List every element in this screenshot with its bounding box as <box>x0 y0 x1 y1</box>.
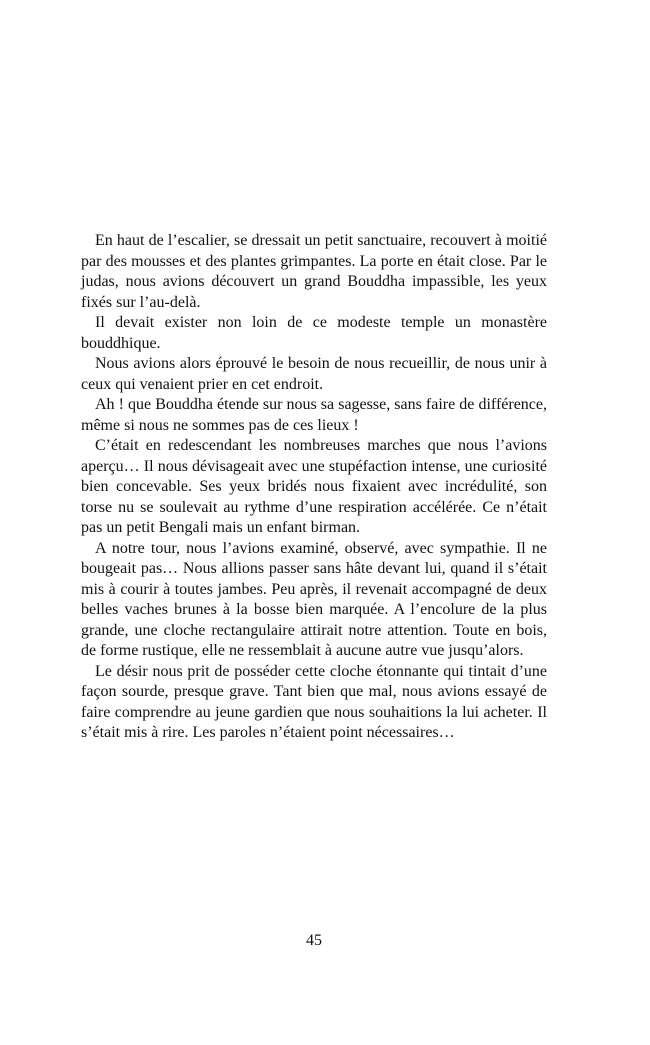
paragraph: Il devait exister non loin de ce modeste temple un monastère bouddhique. <box>81 314 547 352</box>
paragraph: A notre tour, nous l’avions examiné, observé, avec sympathie. Il ne bougeait pas… Nous allions passer sans hâte devant lui, quand il s’était mis à courir à toutes jambes. Peu après, il revenait accompagné de deux belles vaches brunes à la bosse bien marquée. A l’encolure de la plus grande, une cloche rectangulaire attirait notre attention. Toute en bois, de forme rustique, elle ne ressemblait à aucune autre vue jusqu’alors. <box>81 539 547 659</box>
paragraph: Nous avions alors éprouvé le besoin de nous recueillir, de nous unir à ceux qui venaient prier en cet endroit. <box>81 355 547 393</box>
page-number: 45 <box>306 932 322 949</box>
paragraph: Ah ! que Bouddha étende sur nous sa sagesse, sans faire de différence, même si nous ne sommes pas de ces lieux ! <box>81 396 547 434</box>
paragraph: C’était en redescendant les nombreuses marches que nous l’avions aperçu… Il nous dévisageait avec une stupéfaction intense, une curiosité bien concevable. Ses yeux bridés nous fixaient avec incrédulité, son torse nu se soulevait au rythme d’une respiration accélérée. Ce n’était pas un petit Bengali mais un enfant birman. <box>81 437 547 536</box>
paragraph: Le désir nous prit de posséder cette cloche étonnante qui tintait d’une façon sourde, presque grave. Tant bien que mal, nous avions essayé de faire comprendre au jeune gardien que nous souhaitions la lui acheter. Il s’était mis à rire. Les paroles n’étaient point nécessaires… <box>81 662 547 741</box>
body-text <box>81 231 547 744</box>
paragraph: En haut de l’escalier, se dressait un petit sanctuaire, recouvert à moitié par des mousses et des plantes grimpantes. La porte en était close. Par le judas, nous avions découvert un grand Bouddha impassible, les yeux fixés sur l’au-delà. <box>81 232 547 311</box>
